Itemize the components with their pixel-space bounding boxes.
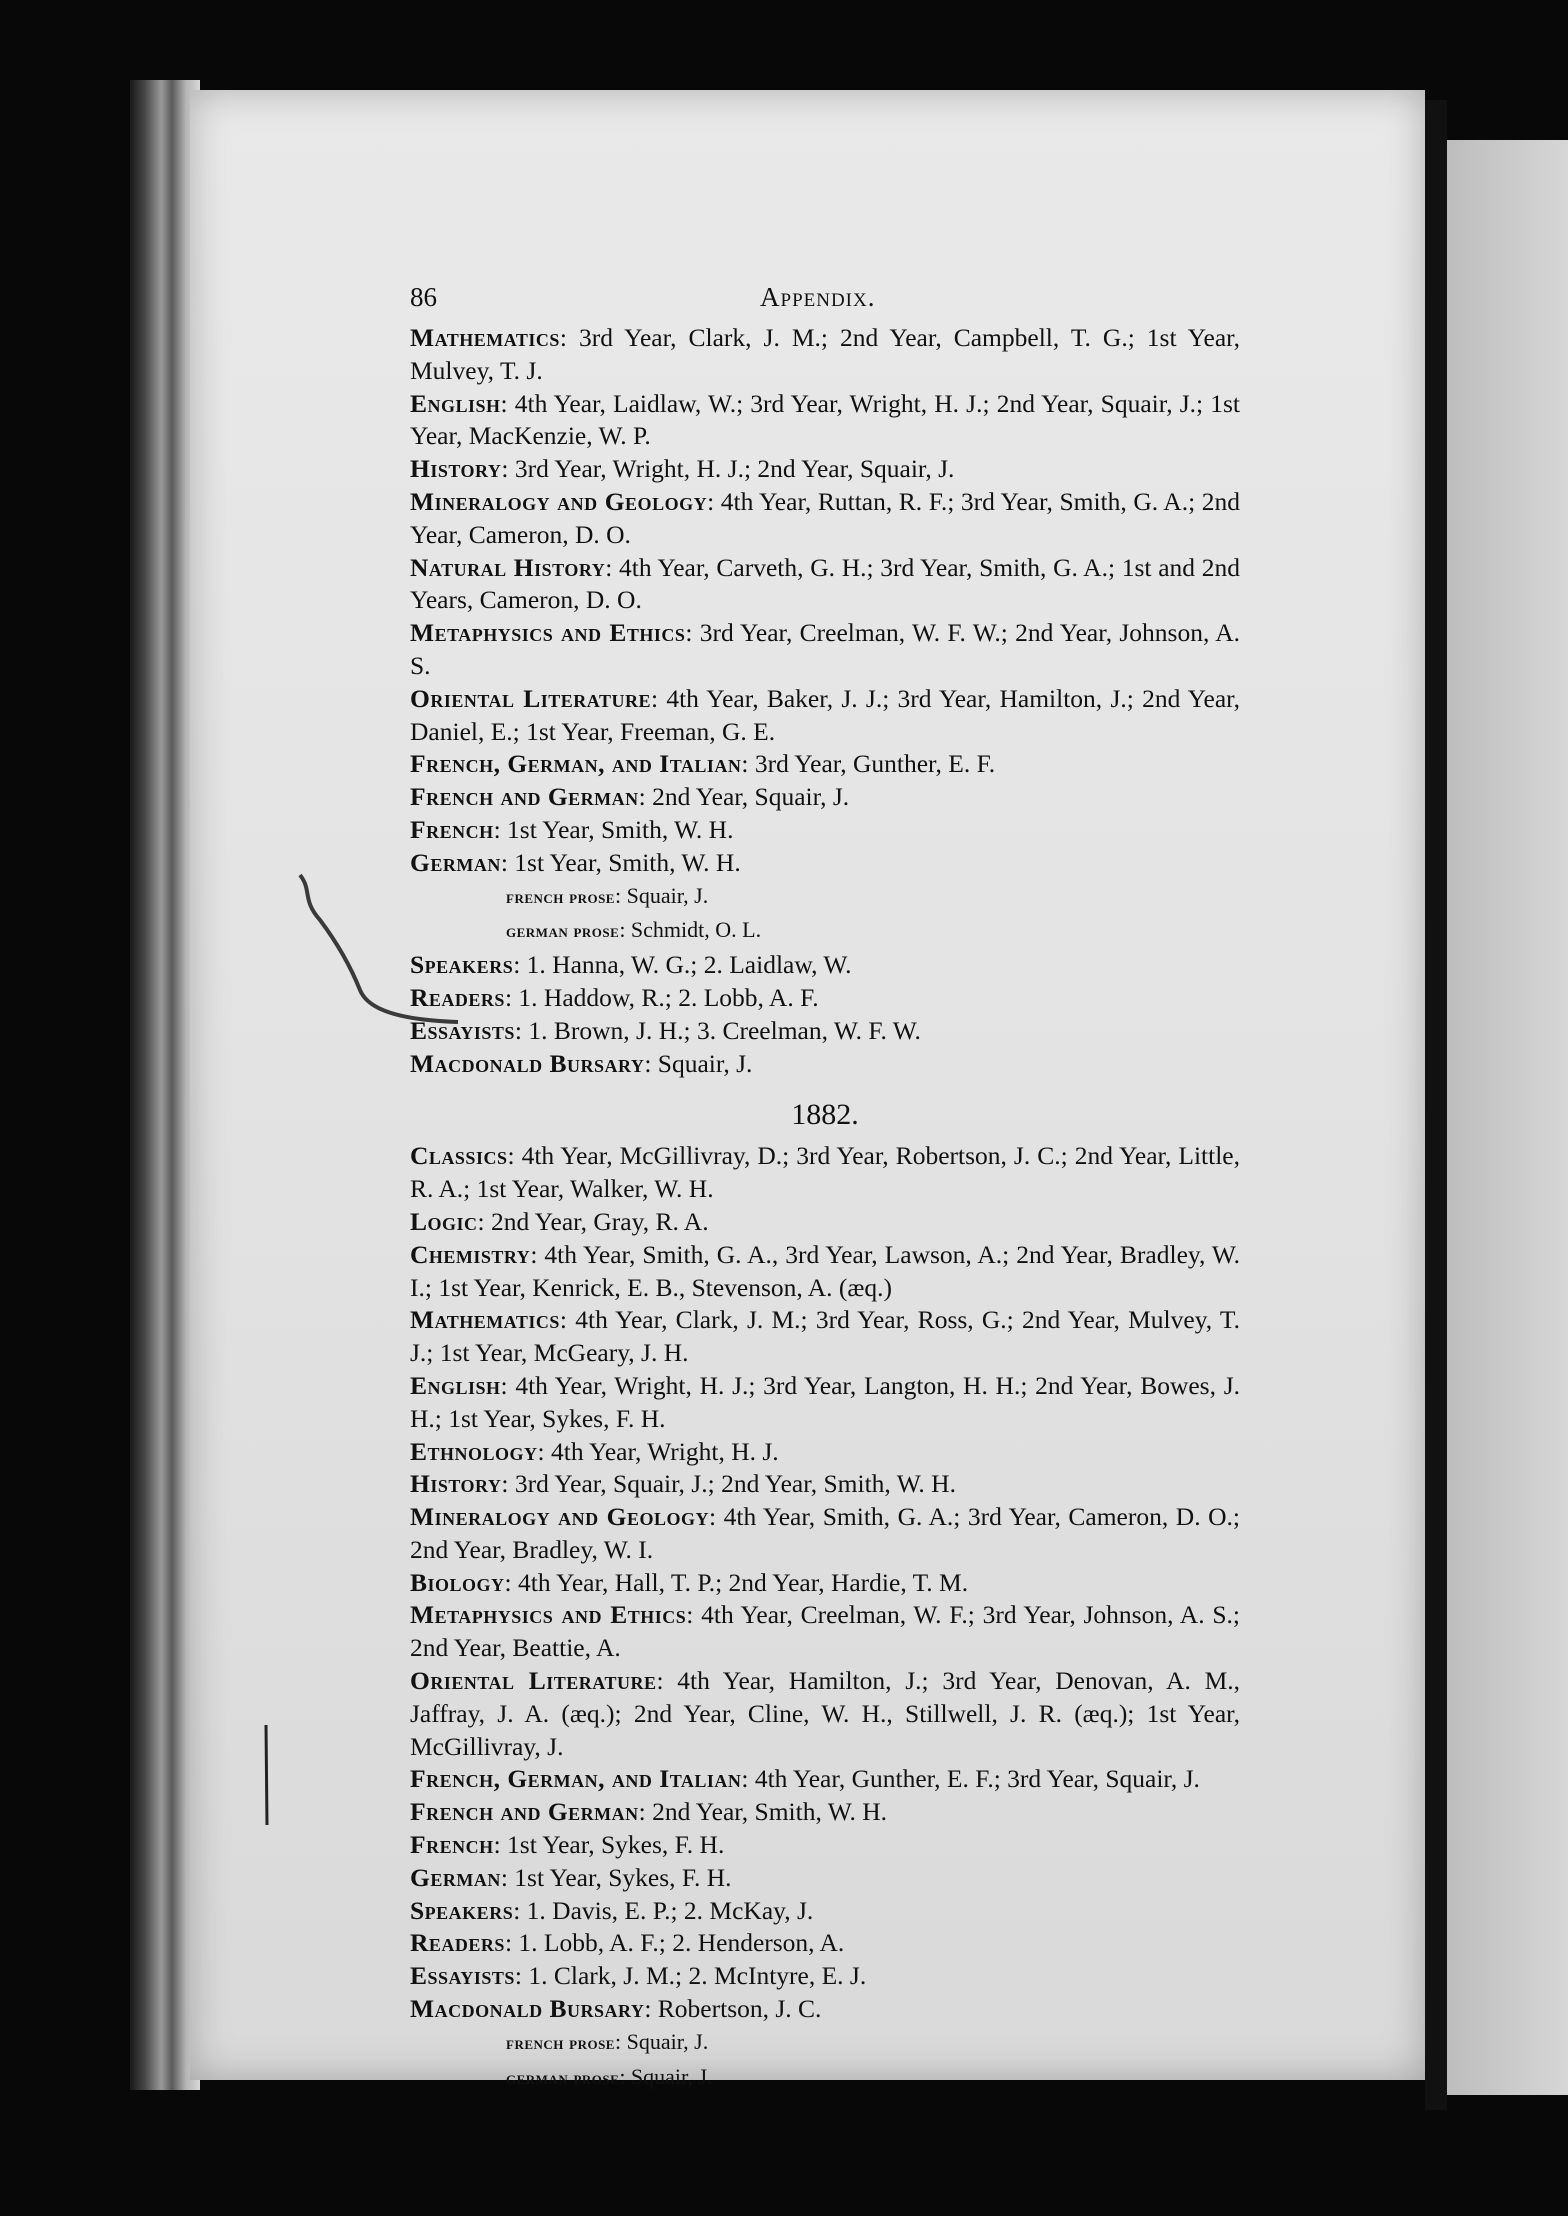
prose-entry: [410, 914, 1240, 949]
entry-text: : 1. Davis, E. P.; 2. McKay, J.: [513, 1895, 814, 1925]
section-1881: [410, 322, 1240, 880]
entry-subject: French: [410, 1830, 494, 1860]
entry-subject: English: [410, 388, 501, 418]
award-entry: [410, 1206, 1240, 1239]
entry-subject: french prose: [506, 886, 615, 908]
entry-subject: Readers: [410, 1928, 505, 1958]
section-1882-prose: [410, 2026, 1240, 2096]
entry-text: : 3rd Year, Creelman, W. F. W.; 2nd Year, Johnson, A. S.: [410, 618, 1240, 680]
award-entry: [410, 617, 1240, 683]
award-entry: [410, 683, 1240, 749]
entry-text: : 3rd Year, Squair, J.; 2nd Year, Smith, W. H.: [501, 1469, 956, 1499]
entry-text: : 3rd Year, Clark, J. M.; 2nd Year, Campbell, T. G.; 1st Year, Mulvey, T. J.: [410, 323, 1240, 385]
award-entry: [410, 1567, 1240, 1600]
award-entry: [410, 1796, 1240, 1829]
entry-text: : 1. Lobb, A. F.; 2. Henderson, A.: [504, 1928, 845, 1958]
margin-pencil-mark: [262, 1725, 270, 1825]
award-entry: [410, 1960, 1240, 1993]
entry-text: : 4th Year, Gunther, E. F.; 3rd Year, Squair, J.: [741, 1764, 1200, 1794]
entry-subject: Biology: [410, 1567, 505, 1597]
award-entry: [410, 1763, 1240, 1796]
entry-subject: french prose: [506, 2032, 615, 2054]
entry-subject: Essayists: [410, 1961, 515, 1991]
entry-subject: Essayists: [410, 1015, 515, 1045]
entry-subject: German: [410, 1862, 501, 1892]
entry-subject: German: [410, 847, 501, 877]
year-heading: 1882.: [791, 1098, 859, 1132]
award-entry: [410, 1993, 1240, 2026]
entry-subject: Macdonald Bursary: [410, 1048, 645, 1078]
entry-subject: Logic: [410, 1206, 478, 1236]
entry-subject: Speakers: [410, 950, 514, 980]
entry-text: : Schmidt, O. L.: [619, 917, 762, 943]
award-entry: [410, 1599, 1240, 1665]
entry-subject: Mathematics: [410, 1305, 560, 1335]
entry-text: : Robertson, J. C.: [644, 1994, 822, 2024]
award-entry: [410, 1239, 1240, 1305]
award-entry: [410, 1468, 1240, 1501]
entry-text: : 4th Year, McGillivray, D.; 3rd Year, Robertson, J. C.; 2nd Year, Little, R. A.; 1st Year, Walker, W. H.: [410, 1141, 1240, 1204]
entry-text: : Squair, J.: [644, 1048, 753, 1078]
entry-text: : 4th Year, Ruttan, R. F.; 3rd Year, Smith, G. A.; 2nd Year, Cameron, D. O.: [410, 486, 1240, 549]
entry-subject: Ethnology: [410, 1436, 538, 1466]
entry-subject: English: [410, 1370, 501, 1400]
entry-subject: Mathematics: [410, 323, 560, 352]
running-head: [410, 282, 1240, 322]
award-entry: [410, 847, 1240, 880]
entry-subject: Chemistry: [410, 1239, 531, 1269]
award-entry: [410, 982, 1240, 1015]
entry-subject: german prose: [506, 921, 620, 943]
entry-subject: History: [410, 1469, 502, 1499]
entry-text: : 1st Year, Smith, W. H.: [500, 847, 741, 877]
entry-text: : 4th Year, Hall, T. P.; 2nd Year, Hardie, T. M.: [504, 1567, 969, 1597]
entry-subject: Natural History: [410, 552, 606, 582]
entry-subject: german prose: [506, 2067, 620, 2089]
entry-subject: Classics: [410, 1141, 508, 1171]
entry-subject: Mineralogy and Geology: [410, 486, 708, 516]
award-entry: [410, 453, 1240, 486]
entry-subject: Oriental Literature: [410, 683, 651, 713]
entry-text: : 4th Year, Hamilton, J.; 3rd Year, Denovan, A. M., Jaffray, J. A. (æq.); 2nd Year, Cline, W. H., Stillwell, J. R. (æq.); 1st Year, McGillivray, J.: [410, 1666, 1240, 1761]
award-entry: [410, 1927, 1240, 1960]
award-entry: [410, 1895, 1240, 1928]
entry-text: : 1st Year, Sykes, F. H.: [493, 1830, 725, 1860]
running-title: Appendix.: [760, 282, 876, 312]
award-entry: [410, 781, 1240, 814]
entry-text: : 4th Year, Clark, J. M.; 3rd Year, Ross, G.; 2nd Year, Mulvey, T. J.; 1st Year, McGeary, J. H.: [410, 1305, 1240, 1368]
entry-text: : 2nd Year, Smith, W. H.: [638, 1797, 888, 1827]
page-content: [410, 282, 1240, 2095]
entry-text: : 1st Year, Smith, W. H.: [493, 814, 734, 844]
award-entry: [410, 1829, 1240, 1862]
prose-entry: [410, 880, 1240, 915]
entry-text: : 1. Haddow, R.; 2. Lobb, A. F.: [504, 982, 819, 1012]
entry-subject: Readers: [410, 982, 505, 1012]
entry-text: : 1. Hanna, W. G.; 2. Laidlaw, W.: [513, 950, 852, 980]
award-entry: [410, 1862, 1240, 1895]
facing-page-edge: [1447, 140, 1568, 2095]
entry-subject: History: [410, 454, 502, 484]
entry-subject: Metaphysics and Ethics: [410, 1600, 687, 1630]
entry-text: : Squair, J.: [614, 882, 709, 908]
entry-text: : 4th Year, Smith, G. A.; 3rd Year, Cameron, D. O.; 2nd Year, Bradley, W. I.: [410, 1502, 1240, 1564]
award-entry: [410, 949, 1240, 982]
award-entry: [410, 322, 1240, 388]
entry-subject: French and German: [410, 782, 639, 812]
entry-text: : 4th Year, Baker, J. J.; 3rd Year, Hamilton, J.; 2nd Year, Daniel, E.; 1st Year, Freeman, G. E.: [410, 683, 1241, 746]
award-entry: [410, 552, 1240, 618]
award-entry: [410, 1140, 1240, 1206]
entry-text: : 4th Year, Carveth, G. H.; 3rd Year, Smith, G. A.; 1st and 2nd Years, Cameron, D. O.: [410, 552, 1241, 615]
entry-text: : 4th Year, Wright, H. J.: [537, 1436, 779, 1466]
entry-text: : 1. Brown, J. H.; 3. Creelman, W. F. W.: [514, 1015, 921, 1045]
entry-text: : Squair, J.: [614, 2028, 709, 2054]
award-entry: [410, 814, 1240, 847]
prose-entry: [410, 2061, 1240, 2096]
entry-subject: French, German, and Italian: [410, 749, 742, 779]
entry-text: : Squair, J.: [619, 2063, 713, 2089]
entry-text: : 3rd Year, Gunther, E. F.: [741, 749, 996, 779]
award-entry: [410, 1665, 1240, 1763]
entry-text: : 4th Year, Laidlaw, W.; 3rd Year, Wright, H. J.; 2nd Year, Squair, J.; 1st Year, MacKenzie, W. P.: [410, 388, 1240, 451]
entry-subject: Oriental Literature: [410, 1666, 657, 1696]
entry-text: : 4th Year, Creelman, W. F.; 3rd Year, Johnson, A. S.; 2nd Year, Beattie, A.: [410, 1600, 1240, 1663]
page-number: 86: [410, 282, 437, 312]
entry-subject: French, German, and Italian: [410, 1764, 742, 1794]
book-gutter: [1425, 100, 1447, 2110]
award-entry: [410, 748, 1240, 781]
entry-text: : 2nd Year, Gray, R. A.: [477, 1206, 709, 1236]
section-1881-awards: [410, 949, 1240, 1080]
section-1882: [410, 1140, 1240, 2026]
entry-text: : 4th Year, Wright, H. J.; 3rd Year, Langton, H. H.; 2nd Year, Bowes, J. H.; 1st Year, Sykes, F. H.: [410, 1370, 1240, 1433]
award-entry: [410, 486, 1240, 552]
award-entry: [410, 1436, 1240, 1469]
award-entry: [410, 1015, 1240, 1048]
entry-text: : 1st Year, Sykes, F. H.: [500, 1862, 732, 1892]
award-entry: [410, 1304, 1240, 1370]
section-1881-prose: [410, 880, 1240, 950]
entry-text: : 3rd Year, Wright, H. J.; 2nd Year, Squair, J.: [501, 454, 955, 484]
award-entry: [410, 1501, 1240, 1567]
award-entry: [410, 388, 1240, 454]
entry-subject: Macdonald Bursary: [410, 1994, 645, 2024]
prose-entry: [410, 2026, 1240, 2061]
entry-subject: Speakers: [410, 1895, 514, 1925]
award-entry: [410, 1370, 1240, 1436]
entry-text: : 2nd Year, Squair, J.: [638, 782, 850, 812]
entry-subject: French: [410, 814, 494, 844]
entry-subject: Metaphysics and Ethics: [410, 618, 686, 648]
entry-subject: French and German: [410, 1797, 639, 1827]
entry-subject: Mineralogy and Geology: [410, 1502, 710, 1532]
entry-text: : 1. Clark, J. M.; 2. McIntyre, E. J.: [514, 1961, 867, 1991]
award-entry: [410, 1048, 1240, 1081]
entry-text: : 4th Year, Smith, G. A., 3rd Year, Lawson, A.; 2nd Year, Bradley, W. I.; 1st Year, Kenrick, E. B., Stevenson, A. (æq.): [410, 1239, 1240, 1302]
